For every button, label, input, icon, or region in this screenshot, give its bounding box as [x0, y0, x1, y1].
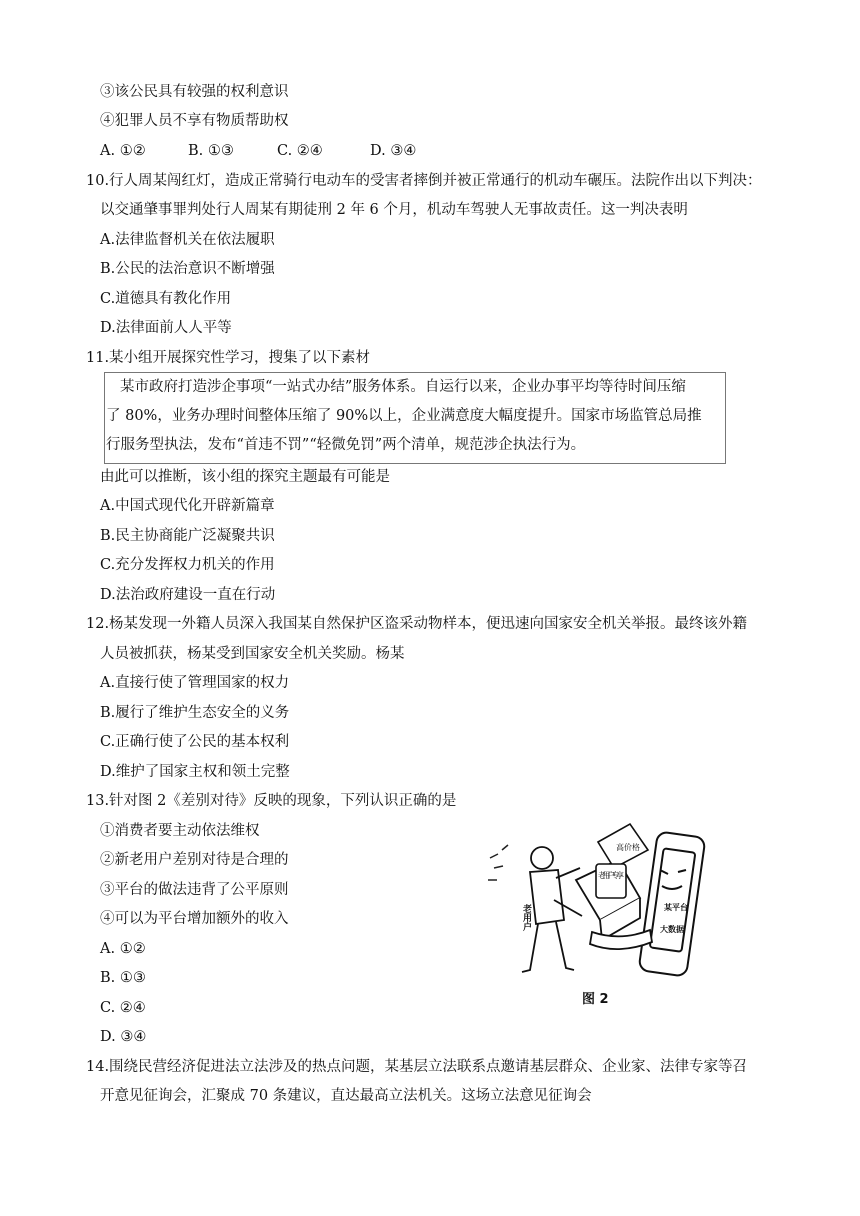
q13-item-2: ②新老用户差别对待是合理的 — [100, 852, 289, 868]
q11-question: 由此可以推断，该小组的探究主题最有可能是 — [100, 469, 390, 485]
q11-option-a: A.中国式现代化开辟新篇章 — [100, 498, 275, 514]
q9-choice-d: D. ③④ — [370, 143, 417, 159]
q10-stem-line2: 以交通肇事罪判处行人周某有期徒刑 2 年 6 个月，机动车驾驶人无事故责任。这一判决表明 — [100, 202, 688, 218]
q11-stem: 11.某小组开展探究性学习，搜集了以下素材 — [86, 350, 371, 366]
q13-item-3: ③平台的做法违背了公平原则 — [100, 882, 289, 898]
q9-option-4: ④犯罪人员不享有物质帮助权 — [100, 113, 289, 129]
q9-choice-b: B. ①③ — [188, 143, 234, 159]
q10-option-a: A.法律监督机关在依法履职 — [100, 232, 275, 248]
motion-marks — [488, 845, 508, 880]
q9-choice-c: C. ②④ — [277, 143, 323, 159]
q9-choice-a: A. ①② — [100, 143, 146, 159]
q12-option-c: C.正确行使了公民的基本权利 — [100, 734, 290, 750]
bigdata-label: 大数据 — [660, 925, 684, 934]
q11-option-c: C.充分发挥权力机关的作用 — [100, 557, 275, 573]
q12-stem-line2: 人员被抓获，杨某受到国家安全机关奖励。杨某 — [100, 646, 405, 662]
exclusive-label: 老用户专享 — [598, 871, 624, 880]
figure-caption: 图 2 — [582, 992, 609, 1007]
q10-stem-line1: 10.行人周某闯红灯，造成正常骑行电动车的受害者摔倒并被正常通行的机动车碾压。法院作出以下判决： — [86, 173, 762, 189]
q9-option-3: ③该公民具有较强的权利意识 — [100, 84, 289, 100]
q10-option-d: D.法律面前人人平等 — [100, 320, 232, 336]
q11-material-line1: 某市政府打造涉企事项“一站式办结”服务体系。自运行以来，企业办事平均等待时间压缩 — [120, 379, 686, 395]
price-label: 高价格 — [616, 843, 640, 852]
q11-material-line3: 行服务型执法，发布“首违不罚”“轻微免罚”两个清单，规范涉企执法行为。 — [106, 437, 586, 453]
q14-stem-line1: 14.围绕民营经济促进法立法涉及的热点问题，某基层立法联系点邀请基层群众、企业家、法律专家等召 — [86, 1059, 748, 1075]
q13-option-d: D. ③④ — [100, 1029, 147, 1045]
q11-material-line2: 了 80%，业务办理时间整体压缩了 90%以上，企业满意度大幅度提升。国家市场监管总局推 — [106, 408, 702, 424]
q12-option-d: D.维护了国家主权和领土完整 — [100, 764, 290, 780]
q9-choices — [100, 141, 600, 161]
q13-stem: 13.针对图 2《差别对待》反映的现象，下列认识正确的是 — [86, 793, 457, 809]
old-user-label: 老用户 — [521, 904, 531, 931]
q12-option-b: B.履行了维护生态安全的义务 — [100, 705, 290, 721]
q12-option-a: A.直接行使了管理国家的权力 — [100, 675, 290, 691]
q13-item-1: ①消费者要主动依法维权 — [100, 823, 260, 839]
q13-option-b: B. ①③ — [100, 970, 146, 986]
old-user-figure — [522, 847, 582, 972]
exclusive-sign — [596, 864, 626, 898]
q14-stem-line2: 开意见征询会，汇聚成 70 条建议，直达最高立法机关。这场立法意见征询会 — [100, 1088, 592, 1104]
q13-item-4: ④可以为平台增加额外的收入 — [100, 911, 289, 927]
q12-stem-line1: 12.杨某发现一外籍人员深入我国某自然保护区盗采动物样本，便迅速向国家安全机关举报。最终该外籍 — [86, 616, 748, 632]
q10-option-b: B.公民的法治意识不断增强 — [100, 261, 275, 277]
q13-option-c: C. ②④ — [100, 1000, 146, 1016]
q11-option-b: B.民主协商能广泛凝聚共识 — [100, 528, 275, 544]
q11-option-d: D.法治政府建设一直在行动 — [100, 587, 276, 603]
q13-option-a: A. ①② — [100, 941, 146, 957]
platform-label: 某平台 — [664, 903, 688, 912]
q10-option-c: C.道德具有教化作用 — [100, 291, 232, 307]
